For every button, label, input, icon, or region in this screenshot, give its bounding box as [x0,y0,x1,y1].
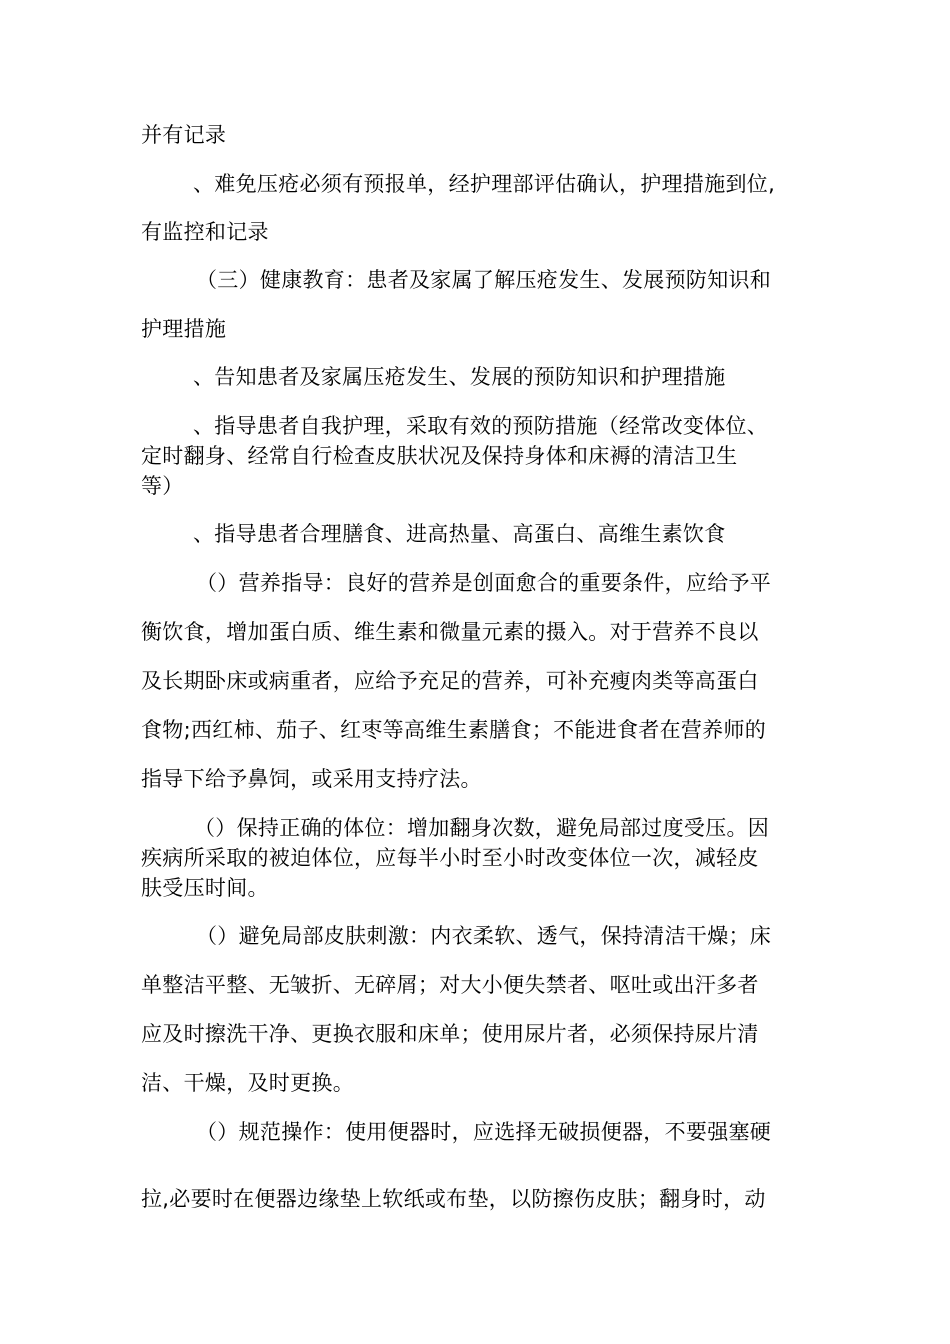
text-line: 、告知患者及家属压疮发生、发展的预防知识和护理措施 [193,365,726,389]
text-line: （）营养指导：良好的营养是创面愈合的重要条件，应给予平 [196,571,772,595]
text-line: 应及时擦洗干净、更换衣服和床单；使用尿片者，必须保持尿片清 [141,1022,759,1046]
text-line: （）避免局部皮肤刺激：内衣柔软、透气，保持清洁干燥；床 [196,924,772,948]
text-line: 护理措施 [141,317,227,341]
text-line: 疾病所采取的被迫体位，应每半小时至小时改变体位一次，减轻皮 [141,846,759,870]
text-line: 定时翻身、经常自行检查皮肤状况及保持身体和床褥的清洁卫生 [141,444,738,468]
text-line: 等） [141,474,184,498]
text-line: 洁、干燥，及时更换。 [141,1071,354,1095]
text-line: 、指导患者合理膳食、进高热量、高蛋白、高维生素饮食 [193,522,726,546]
text-line: 衡饮食，增加蛋白质、维生素和微量元素的摄入。对于营养不良以 [141,620,759,644]
text-line: 食物;西红柿、茄子、红枣等高维生素膳食；不能进食者在营养师的 [141,718,767,742]
text-line: 拉,必要时在便器边缘垫上软纸或布垫，以防擦伤皮肤；翻身时，动 [141,1187,766,1211]
text-line: （）保持正确的体位：增加翻身次数，避免局部过度受压。因 [194,816,770,840]
text-line: 及长期卧床或病重者，应给予充足的营养，可补充瘦肉类等高蛋白 [141,669,759,693]
section-heading: （三）健康教育：患者及家属了解压疮发生、发展预防知识和 [196,268,772,292]
text-line: 肤受压时间。 [141,876,269,900]
text-line: （）规范操作：使用便器时，应选择无破损便器，不要强塞硬 [196,1120,772,1144]
text-line: 并有记录 [141,123,227,147]
text-line: 、难免压疮必须有预报单，经护理部评估确认，护理措施到位, [193,172,776,196]
text-line: 、指导患者自我护理，采取有效的预防措施（经常改变体位、 [193,414,769,438]
text-line: 指导下给予鼻饲，或采用支持疗法。 [141,767,482,791]
text-line: 有监控和记录 [141,220,269,244]
text-line: 单整洁平整、无皱折、无碎屑；对大小便失禁者、呕吐或出汗多者 [141,973,759,997]
